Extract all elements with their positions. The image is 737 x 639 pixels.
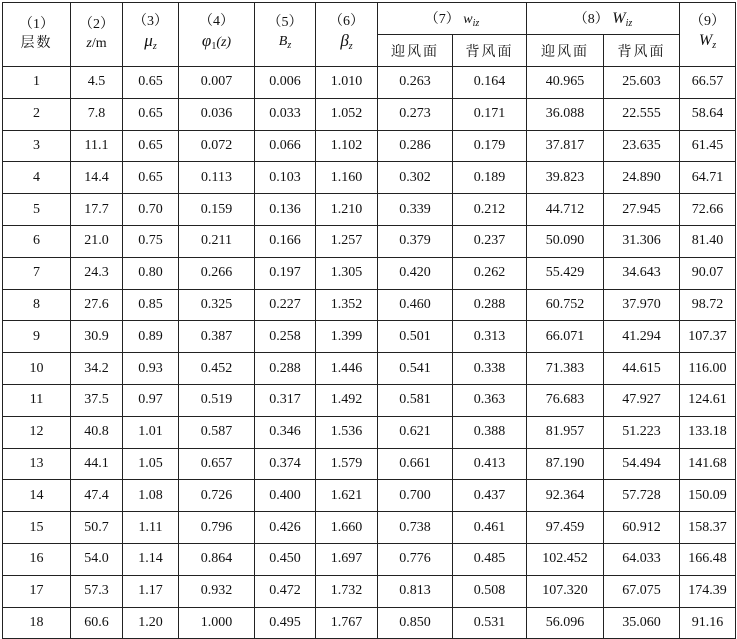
- cell-Wiz-windward: 39.823: [527, 162, 604, 194]
- table-row: [3, 130, 736, 162]
- cell-phi: 0.864: [179, 543, 255, 575]
- cell-Wiz-windward: 76.683: [527, 384, 604, 416]
- cell-floor: 17: [3, 575, 71, 607]
- cell-Wiz-leeward: 51.223: [604, 416, 680, 448]
- cell-bz: 0.450: [255, 543, 316, 575]
- header-beta: [316, 3, 378, 67]
- cell-wz: 116.00: [680, 353, 736, 385]
- cell-wiz-windward: 0.273: [378, 98, 453, 130]
- cell-mu: 1.11: [123, 512, 179, 544]
- cell-height: 24.3: [71, 257, 123, 289]
- table-body: [3, 67, 736, 639]
- cell-floor: 5: [3, 194, 71, 226]
- cell-floor: 3: [3, 130, 71, 162]
- table-row: [3, 416, 736, 448]
- header-phi-number: （4）: [199, 13, 234, 29]
- cell-height: 11.1: [71, 130, 123, 162]
- cell-height: 7.8: [71, 98, 123, 130]
- cell-height: 57.3: [71, 575, 123, 607]
- header-bz: [255, 3, 316, 67]
- cell-floor: 8: [3, 289, 71, 321]
- cell-phi: 0.452: [179, 353, 255, 385]
- cell-height: 44.1: [71, 448, 123, 480]
- header-wiz-leeward: 背风面: [453, 35, 527, 67]
- cell-beta: 1.660: [316, 512, 378, 544]
- cell-wiz-leeward: 0.179: [453, 130, 527, 162]
- cell-height: 21.0: [71, 225, 123, 257]
- cell-Wiz-windward: 44.712: [527, 194, 604, 226]
- header-phi-symbol: φ: [201, 30, 212, 50]
- table-row: [3, 321, 736, 353]
- cell-Wiz-windward: 81.957: [527, 416, 604, 448]
- cell-bz: 0.288: [255, 353, 316, 385]
- cell-mu: 1.20: [123, 607, 179, 639]
- cell-mu: 0.75: [123, 225, 179, 257]
- cell-beta: 1.621: [316, 480, 378, 512]
- cell-beta: 1.052: [316, 98, 378, 130]
- table-row: [3, 575, 736, 607]
- cell-beta: 1.399: [316, 321, 378, 353]
- cell-wiz-windward: 0.286: [378, 130, 453, 162]
- header-phi: [179, 3, 255, 67]
- cell-wiz-windward: 0.379: [378, 225, 453, 257]
- cell-wiz-leeward: 0.363: [453, 384, 527, 416]
- cell-Wiz-leeward: 23.635: [604, 130, 680, 162]
- cell-wiz-windward: 0.738: [378, 512, 453, 544]
- cell-floor: 15: [3, 512, 71, 544]
- cell-wz: 64.71: [680, 162, 736, 194]
- cell-height: 40.8: [71, 416, 123, 448]
- cell-phi: 0.211: [179, 225, 255, 257]
- header-phi-sub: 1: [211, 40, 217, 52]
- cell-height: 30.9: [71, 321, 123, 353]
- header-beta-number: （6）: [329, 13, 364, 29]
- cell-mu: 1.17: [123, 575, 179, 607]
- cell-Wiz-windward: 87.190: [527, 448, 604, 480]
- cell-beta: 1.767: [316, 607, 378, 639]
- cell-Wiz-leeward: 37.970: [604, 289, 680, 321]
- cell-bz: 0.136: [255, 194, 316, 226]
- header-Wiz-leeward: 背风面: [604, 35, 680, 67]
- cell-mu: 0.85: [123, 289, 179, 321]
- cell-mu: 1.05: [123, 448, 179, 480]
- cell-mu: 0.80: [123, 257, 179, 289]
- cell-Wiz-leeward: 35.060: [604, 607, 680, 639]
- table-row: [3, 67, 736, 99]
- cell-wz: 133.18: [680, 416, 736, 448]
- header-bz-number: （5）: [267, 14, 303, 30]
- cell-floor: 9: [3, 321, 71, 353]
- cell-wz: 66.57: [680, 67, 736, 99]
- cell-phi: 0.325: [179, 289, 255, 321]
- cell-height: 34.2: [71, 353, 123, 385]
- cell-floor: 14: [3, 480, 71, 512]
- cell-wz: 124.61: [680, 384, 736, 416]
- cell-wiz-leeward: 0.237: [453, 225, 527, 257]
- cell-bz: 0.426: [255, 512, 316, 544]
- cell-wiz-windward: 0.850: [378, 607, 453, 639]
- header-Wiz-sub: iz: [625, 18, 633, 29]
- cell-bz: 0.472: [255, 575, 316, 607]
- cell-beta: 1.536: [316, 416, 378, 448]
- cell-Wiz-windward: 66.071: [527, 321, 604, 353]
- cell-phi: 0.159: [179, 194, 255, 226]
- cell-wz: 90.07: [680, 257, 736, 289]
- cell-phi: 0.587: [179, 416, 255, 448]
- cell-mu: 0.65: [123, 130, 179, 162]
- cell-wiz-windward: 0.541: [378, 353, 453, 385]
- cell-phi: 0.726: [179, 480, 255, 512]
- cell-beta: 1.102: [316, 130, 378, 162]
- table-row: [3, 98, 736, 130]
- cell-wiz-windward: 0.501: [378, 321, 453, 353]
- cell-height: 50.7: [71, 512, 123, 544]
- cell-wiz-windward: 0.700: [378, 480, 453, 512]
- header-Wiz-windward: 迎风面: [527, 35, 604, 67]
- cell-mu: 0.97: [123, 384, 179, 416]
- cell-height: 47.4: [71, 480, 123, 512]
- cell-Wiz-leeward: 67.075: [604, 575, 680, 607]
- cell-floor: 10: [3, 353, 71, 385]
- cell-height: 60.6: [71, 607, 123, 639]
- cell-wz: 81.40: [680, 225, 736, 257]
- header-bz-symbol: B: [278, 33, 288, 49]
- cell-floor: 11: [3, 384, 71, 416]
- cell-beta: 1.697: [316, 543, 378, 575]
- cell-wiz-windward: 0.339: [378, 194, 453, 226]
- cell-phi: 0.113: [179, 162, 255, 194]
- cell-Wiz-leeward: 34.643: [604, 257, 680, 289]
- cell-wiz-windward: 0.302: [378, 162, 453, 194]
- table-row: [3, 225, 736, 257]
- header-wiz-number: （7）: [424, 12, 460, 27]
- header-wz-sub: z: [712, 40, 717, 51]
- cell-wiz-leeward: 0.461: [453, 512, 527, 544]
- cell-Wiz-leeward: 44.615: [604, 353, 680, 385]
- header-floor-label: 层数: [20, 35, 53, 51]
- cell-wiz-leeward: 0.171: [453, 98, 527, 130]
- cell-wz: 166.48: [680, 543, 736, 575]
- table-row: [3, 257, 736, 289]
- cell-mu: 0.70: [123, 194, 179, 226]
- cell-phi: 0.007: [179, 67, 255, 99]
- header-bz-sub: z: [287, 39, 292, 51]
- cell-wz: 61.45: [680, 130, 736, 162]
- cell-Wiz-windward: 71.383: [527, 353, 604, 385]
- cell-wz: 150.09: [680, 480, 736, 512]
- table-row: [3, 543, 736, 575]
- cell-wz: 141.68: [680, 448, 736, 480]
- header-beta-symbol: β: [340, 30, 349, 50]
- cell-floor: 13: [3, 448, 71, 480]
- cell-bz: 0.317: [255, 384, 316, 416]
- cell-floor: 18: [3, 607, 71, 639]
- header-mu-sub: z: [152, 40, 157, 52]
- cell-wz: 58.64: [680, 98, 736, 130]
- table-row: [3, 480, 736, 512]
- cell-Wiz-windward: 36.088: [527, 98, 604, 130]
- cell-beta: 1.257: [316, 225, 378, 257]
- cell-height: 17.7: [71, 194, 123, 226]
- cell-bz: 0.166: [255, 225, 316, 257]
- cell-wiz-leeward: 0.212: [453, 194, 527, 226]
- cell-floor: 16: [3, 543, 71, 575]
- table-row: [3, 289, 736, 321]
- cell-Wiz-windward: 102.452: [527, 543, 604, 575]
- cell-mu: 1.01: [123, 416, 179, 448]
- cell-mu: 1.14: [123, 543, 179, 575]
- cell-Wiz-windward: 37.817: [527, 130, 604, 162]
- cell-Wiz-leeward: 57.728: [604, 480, 680, 512]
- header-Wiz-symbol: W: [612, 10, 626, 27]
- cell-bz: 0.374: [255, 448, 316, 480]
- header-wiz-windward: 迎风面: [378, 35, 453, 67]
- cell-wiz-windward: 0.581: [378, 384, 453, 416]
- cell-Wiz-leeward: 54.494: [604, 448, 680, 480]
- cell-beta: 1.579: [316, 448, 378, 480]
- cell-wiz-leeward: 0.388: [453, 416, 527, 448]
- header-wiz-group: [378, 3, 527, 35]
- cell-wiz-leeward: 0.189: [453, 162, 527, 194]
- cell-phi: 0.932: [179, 575, 255, 607]
- cell-Wiz-windward: 97.459: [527, 512, 604, 544]
- table-row: [3, 194, 736, 226]
- cell-wiz-windward: 0.661: [378, 448, 453, 480]
- cell-bz: 0.006: [255, 67, 316, 99]
- header-floor-number: （1）: [19, 16, 54, 32]
- cell-wiz-windward: 0.813: [378, 575, 453, 607]
- cell-beta: 1.352: [316, 289, 378, 321]
- header-wz-symbol: W: [698, 32, 713, 49]
- table-row: [3, 162, 736, 194]
- cell-bz: 0.400: [255, 480, 316, 512]
- cell-bz: 0.033: [255, 98, 316, 130]
- cell-phi: 0.387: [179, 321, 255, 353]
- cell-Wiz-leeward: 41.294: [604, 321, 680, 353]
- cell-Wiz-leeward: 31.306: [604, 225, 680, 257]
- cell-height: 37.5: [71, 384, 123, 416]
- cell-wiz-windward: 0.263: [378, 67, 453, 99]
- header-Wiz-number: （8）: [573, 12, 609, 27]
- cell-wiz-leeward: 0.413: [453, 448, 527, 480]
- cell-wz: 174.39: [680, 575, 736, 607]
- cell-wz: 91.16: [680, 607, 736, 639]
- cell-Wiz-leeward: 60.912: [604, 512, 680, 544]
- header-mu-number: （3）: [133, 13, 168, 29]
- cell-mu: 0.65: [123, 98, 179, 130]
- cell-wiz-leeward: 0.338: [453, 353, 527, 385]
- cell-bz: 0.258: [255, 321, 316, 353]
- cell-Wiz-windward: 107.320: [527, 575, 604, 607]
- cell-height: 4.5: [71, 67, 123, 99]
- table-row: [3, 448, 736, 480]
- table-row: [3, 512, 736, 544]
- cell-mu: 0.65: [123, 67, 179, 99]
- cell-wz: 72.66: [680, 194, 736, 226]
- cell-Wiz-leeward: 24.890: [604, 162, 680, 194]
- header-beta-sub: z: [348, 40, 353, 52]
- cell-Wiz-windward: 40.965: [527, 67, 604, 99]
- cell-wiz-windward: 0.776: [378, 543, 453, 575]
- cell-mu: 1.08: [123, 480, 179, 512]
- cell-phi: 0.519: [179, 384, 255, 416]
- header-wiz-sub: iz: [472, 18, 480, 29]
- header-mu-symbol: μ: [144, 30, 153, 50]
- header-wz: [680, 3, 736, 67]
- cell-height: 27.6: [71, 289, 123, 321]
- header-mu: [123, 3, 179, 67]
- cell-wiz-windward: 0.420: [378, 257, 453, 289]
- cell-bz: 0.197: [255, 257, 316, 289]
- cell-Wiz-windward: 92.364: [527, 480, 604, 512]
- cell-wiz-leeward: 0.531: [453, 607, 527, 639]
- cell-floor: 7: [3, 257, 71, 289]
- cell-wz: 107.37: [680, 321, 736, 353]
- header-floor: [3, 3, 71, 67]
- table-header: [3, 3, 736, 67]
- cell-wiz-leeward: 0.437: [453, 480, 527, 512]
- cell-mu: 0.65: [123, 162, 179, 194]
- cell-bz: 0.103: [255, 162, 316, 194]
- cell-mu: 0.89: [123, 321, 179, 353]
- header-height-number: （2）: [79, 16, 114, 32]
- header-wz-number: （9）: [690, 14, 726, 29]
- header-height: [71, 3, 123, 67]
- cell-mu: 0.93: [123, 353, 179, 385]
- cell-wiz-leeward: 0.262: [453, 257, 527, 289]
- cell-phi: 0.796: [179, 512, 255, 544]
- cell-wz: 158.37: [680, 512, 736, 544]
- header-phi-arg: (z): [216, 34, 232, 50]
- cell-floor: 6: [3, 225, 71, 257]
- cell-floor: 1: [3, 67, 71, 99]
- table-row: [3, 607, 736, 639]
- cell-wiz-windward: 0.460: [378, 289, 453, 321]
- cell-wiz-leeward: 0.508: [453, 575, 527, 607]
- cell-bz: 0.227: [255, 289, 316, 321]
- header-Wiz-group: [527, 3, 680, 35]
- cell-Wiz-leeward: 27.945: [604, 194, 680, 226]
- header-height-unit: /m: [91, 35, 107, 51]
- cell-wiz-leeward: 0.485: [453, 543, 527, 575]
- cell-floor: 2: [3, 98, 71, 130]
- cell-Wiz-leeward: 64.033: [604, 543, 680, 575]
- cell-Wiz-windward: 60.752: [527, 289, 604, 321]
- cell-phi: 0.072: [179, 130, 255, 162]
- wind-load-table: [2, 2, 736, 639]
- cell-phi: 0.036: [179, 98, 255, 130]
- cell-Wiz-windward: 55.429: [527, 257, 604, 289]
- cell-height: 54.0: [71, 543, 123, 575]
- cell-bz: 0.346: [255, 416, 316, 448]
- cell-Wiz-leeward: 25.603: [604, 67, 680, 99]
- header-wiz-symbol: w: [463, 12, 473, 27]
- cell-Wiz-windward: 50.090: [527, 225, 604, 257]
- table-row: [3, 353, 736, 385]
- table-row: [3, 384, 736, 416]
- cell-floor: 4: [3, 162, 71, 194]
- cell-wiz-leeward: 0.164: [453, 67, 527, 99]
- cell-beta: 1.732: [316, 575, 378, 607]
- cell-beta: 1.210: [316, 194, 378, 226]
- cell-floor: 12: [3, 416, 71, 448]
- cell-height: 14.4: [71, 162, 123, 194]
- header-height-var: z: [86, 35, 92, 51]
- cell-phi: 1.000: [179, 607, 255, 639]
- cell-phi: 0.266: [179, 257, 255, 289]
- cell-beta: 1.446: [316, 353, 378, 385]
- cell-beta: 1.160: [316, 162, 378, 194]
- cell-wz: 98.72: [680, 289, 736, 321]
- cell-wiz-leeward: 0.288: [453, 289, 527, 321]
- cell-wiz-windward: 0.621: [378, 416, 453, 448]
- cell-beta: 1.010: [316, 67, 378, 99]
- cell-phi: 0.657: [179, 448, 255, 480]
- cell-beta: 1.305: [316, 257, 378, 289]
- cell-Wiz-leeward: 47.927: [604, 384, 680, 416]
- cell-bz: 0.495: [255, 607, 316, 639]
- cell-wiz-leeward: 0.313: [453, 321, 527, 353]
- cell-Wiz-windward: 56.096: [527, 607, 604, 639]
- cell-beta: 1.492: [316, 384, 378, 416]
- cell-Wiz-leeward: 22.555: [604, 98, 680, 130]
- cell-bz: 0.066: [255, 130, 316, 162]
